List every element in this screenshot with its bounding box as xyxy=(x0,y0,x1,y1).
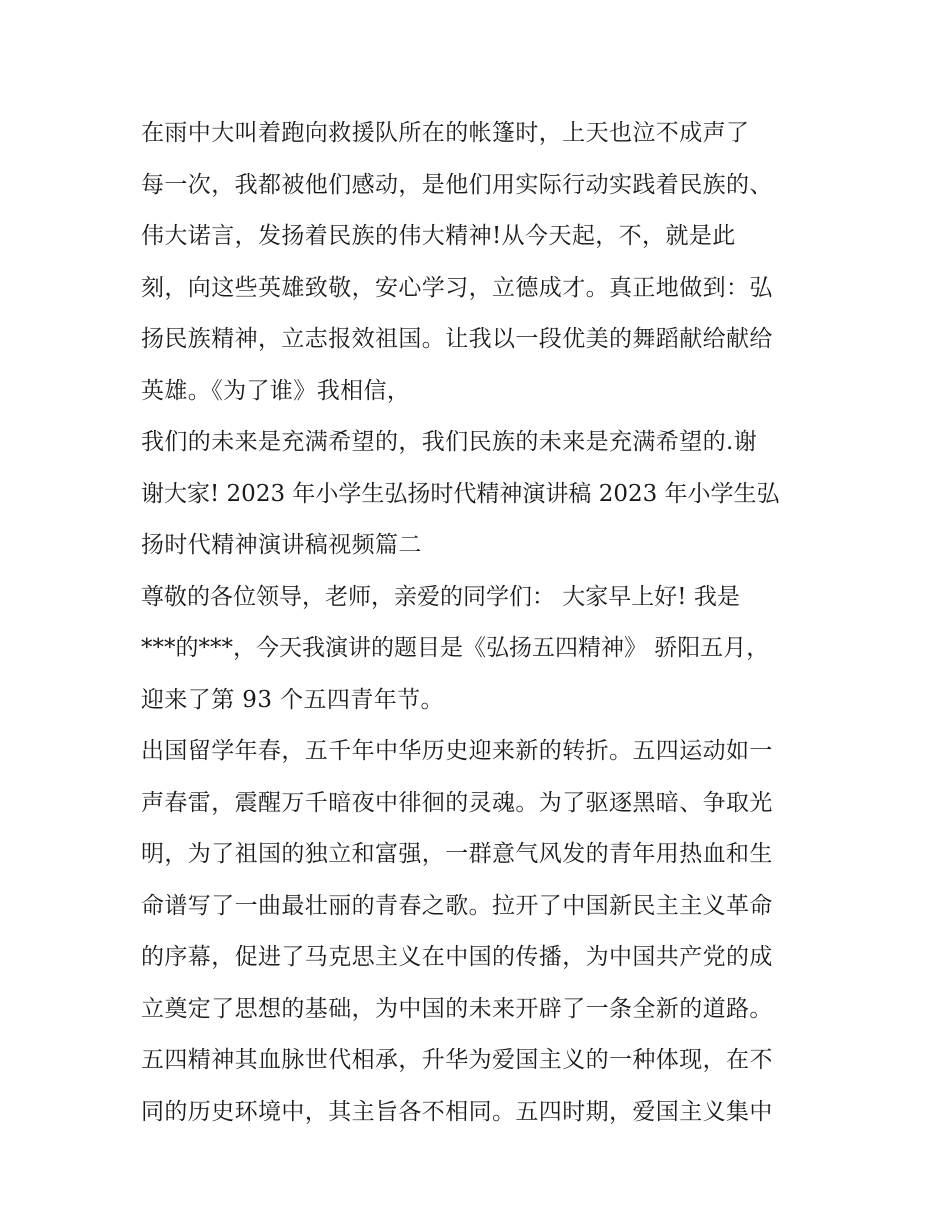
text-line: 刻，向这些英雄致敬，安心学习，立德成才。真正地做到：弘 xyxy=(141,274,773,301)
text-line: 伟大诺言，发扬着民族的伟大精神!从今天起，不，就是此 xyxy=(141,223,736,249)
text-line: 出国留学年春，五千年中华历史迎来新的转折。五四运动如一 xyxy=(141,738,773,764)
text-line: 英雄。《为了谁》我相信， xyxy=(141,377,411,404)
text-line: 立奠定了思想的基础，为中国的未来开辟了一条全新的道路。 xyxy=(141,995,773,1022)
text-line: 明，为了祖国的独立和富强，一群意气风发的青年用热血和生 xyxy=(141,841,773,867)
text-line: 扬时代精神演讲稿视频篇二 xyxy=(141,532,422,558)
text-line: 扬民族精神，立志报效祖国。让我以一段优美的舞蹈献给献给 xyxy=(141,326,773,352)
text-line: 的序幕，促进了马克思主义在中国的传播，为中国共产党的成 xyxy=(141,944,773,970)
text-line: 五四精神其血脉世代相承，升华为爱国主义的一种体现，在不 xyxy=(141,1047,773,1073)
text-line: 尊敬的各位领导，老师，亲爱的同学们： 大家早上好! 我是 xyxy=(141,583,740,610)
text-line: 同的历史环境中，其主旨各不相同。五四时期，爱国主义集中 xyxy=(141,1098,773,1125)
text-line: ***的***，今天我演讲的题目是《弘扬五四精神》 骄阳五月， xyxy=(141,635,770,661)
text-line: 我们的未来是充满希望的，我们民族的未来是充满希望的.谢 xyxy=(141,429,758,455)
text-line: 谢大家! 2023 年小学生弘扬时代精神演讲稿 2023 年小学生弘 xyxy=(141,480,780,507)
text-line: 命谱写了一曲最壮丽的青春之歌。拉开了中国新民主主义革命 xyxy=(141,892,773,919)
text-line: 迎来了第 93 个五四青年节。 xyxy=(141,686,444,713)
text-line: 在雨中大叫着跑向救援队所在的帐篷时，上天也泣不成声了 xyxy=(141,120,750,146)
text-line: 每一次，我都被他们感动，是他们用实际行动实践着民族的、 xyxy=(141,171,773,198)
body-text xyxy=(141,108,821,1138)
text-line: 声春雷，震醒万千暗夜中徘徊的灵魂。为了驱逐黑暗、争取光 xyxy=(141,789,773,816)
